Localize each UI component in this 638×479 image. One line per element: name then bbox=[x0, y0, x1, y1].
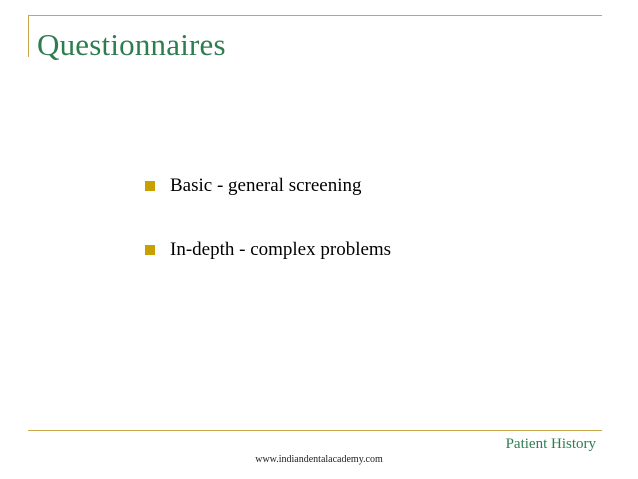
bullet-item bbox=[145, 234, 391, 266]
footer-section-title: Patient History bbox=[505, 436, 596, 452]
square-bullet-icon bbox=[145, 181, 155, 191]
bullet-text: In-depth - complex problems bbox=[170, 239, 392, 260]
top-left-accent-line bbox=[28, 15, 29, 57]
bullet-item bbox=[145, 170, 391, 202]
bottom-divider bbox=[28, 430, 602, 431]
square-bullet-icon bbox=[145, 245, 155, 255]
top-divider bbox=[28, 15, 602, 16]
footer-url: www.indiandentalacademy.com bbox=[255, 454, 383, 465]
bullet-text: Basic - general screening bbox=[170, 175, 362, 196]
bullet-list bbox=[145, 170, 391, 298]
slide-title: Questionnaires bbox=[37, 27, 226, 62]
